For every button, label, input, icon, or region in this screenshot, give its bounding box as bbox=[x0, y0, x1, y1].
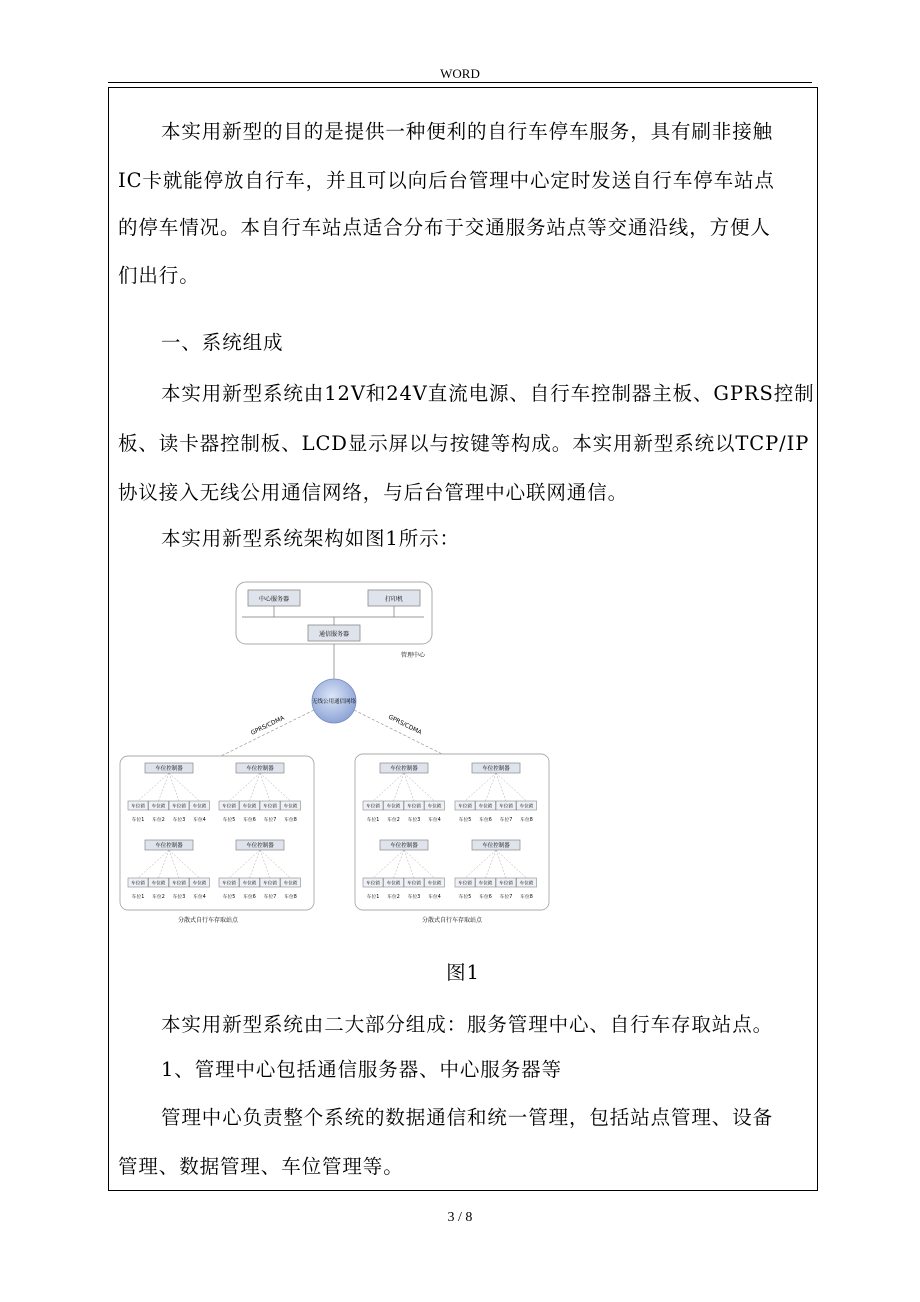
slot-label: 车位1 bbox=[366, 895, 380, 900]
lock-label: 车位锁 bbox=[131, 804, 145, 810]
lock-label: 车位锁 bbox=[499, 881, 513, 887]
link-left-label: GPRS/CDMA bbox=[249, 714, 286, 737]
slot-label: 车位8 bbox=[520, 818, 533, 823]
slot-label: 车位7 bbox=[263, 818, 277, 823]
lock-label: 车位锁 bbox=[192, 881, 207, 887]
lock-label: 车位锁 bbox=[366, 804, 380, 810]
lock-label: 车位锁 bbox=[427, 881, 442, 887]
mgmt-line-1: 管理中心负责整个系统的数据通信和统一管理，包括站点管理、设备 bbox=[161, 1106, 774, 1129]
lock-label: 车位锁 bbox=[263, 881, 277, 887]
lock-label: 车位锁 bbox=[386, 881, 401, 887]
lock-label: 车位锁 bbox=[172, 881, 186, 887]
architecture-diagram bbox=[118, 575, 558, 935]
slot-label: 车位5 bbox=[458, 818, 472, 823]
intro-line-2: IC卡就能停放自行车，并且可以向后台管理中心定时发送自行车停车站点 bbox=[118, 169, 775, 192]
slot-label: 车位4 bbox=[428, 895, 441, 900]
controller-label: 车位控制器 bbox=[482, 766, 510, 773]
slot-label: 车位2 bbox=[387, 895, 400, 900]
comm-server-label: 通信服务器 bbox=[318, 631, 350, 638]
controller-label: 车位控制器 bbox=[246, 766, 274, 773]
intro-line-4: 们出行。 bbox=[118, 264, 200, 287]
intro-line-1: 本实用新型的目的是提供一种便利的自行车停车服务，具有刷非接触 bbox=[161, 120, 774, 143]
slot-label: 车位6 bbox=[243, 818, 256, 823]
lock-label: 车位锁 bbox=[386, 804, 401, 810]
slot-label: 车位5 bbox=[458, 895, 472, 900]
lock-label: 车位锁 bbox=[283, 881, 298, 887]
center-server-label: 中心服务器 bbox=[258, 596, 290, 603]
slot-label: 车位3 bbox=[172, 818, 186, 823]
slot-label: 车位3 bbox=[407, 818, 421, 823]
slot-label: 车位3 bbox=[407, 895, 421, 900]
lock-label: 车位锁 bbox=[519, 804, 534, 810]
lock-label: 车位锁 bbox=[407, 804, 421, 810]
arch-intro: 本实用新型系统架构如图1所示： bbox=[161, 527, 460, 550]
two-parts-line: 本实用新型系统由二大部分组成：服务管理中心、自行车存取站点。 bbox=[161, 1013, 774, 1036]
composition-line-2: 板、读卡器控制板、LCD显示屏以与按键等构成。本实用新型系统以TCP/IP bbox=[118, 432, 810, 455]
printer-label: 打印机 bbox=[384, 596, 404, 603]
slot-label: 车位1 bbox=[131, 818, 145, 823]
slot-label: 车位6 bbox=[479, 818, 492, 823]
page-number: 3 / 8 bbox=[447, 1210, 473, 1225]
page-header: WORD bbox=[440, 66, 480, 81]
lock-label: 车位锁 bbox=[499, 804, 513, 810]
lock-label: 车位锁 bbox=[407, 881, 421, 887]
lock-label: 车位锁 bbox=[151, 804, 166, 810]
controller-label: 车位控制器 bbox=[246, 843, 274, 850]
slot-label: 车位5 bbox=[222, 818, 236, 823]
slot-label: 车位4 bbox=[193, 818, 206, 823]
figure-caption: 图1 bbox=[446, 961, 480, 984]
composition-line-3: 协议接入无线公用通信网络，与后台管理中心联网通信。 bbox=[118, 481, 629, 504]
controller-label: 车位控制器 bbox=[155, 843, 183, 850]
slot-label: 车位4 bbox=[193, 895, 206, 900]
slot-label: 车位6 bbox=[243, 895, 256, 900]
slot-label: 车位6 bbox=[479, 895, 492, 900]
lock-label: 车位锁 bbox=[519, 881, 534, 887]
slot-label: 车位8 bbox=[520, 895, 533, 900]
lock-label: 车位锁 bbox=[192, 804, 207, 810]
slot-label: 车位8 bbox=[284, 818, 297, 823]
slot-label: 车位8 bbox=[284, 895, 297, 900]
network-label: 无线公用通信网络 bbox=[311, 699, 357, 705]
mgmt-line-2: 管理、数据管理、车位管理等。 bbox=[118, 1155, 404, 1178]
lock-label: 车位锁 bbox=[131, 881, 145, 887]
station-left-label: 分散式自行车存取站点 bbox=[177, 917, 239, 924]
lock-label: 车位锁 bbox=[283, 804, 298, 810]
slot-label: 车位3 bbox=[172, 895, 186, 900]
station-right-label: 分散式自行车存取站点 bbox=[421, 917, 483, 924]
mgmt-center-label: 管理中心 bbox=[401, 652, 426, 659]
slot-label: 车位7 bbox=[263, 895, 277, 900]
slot-label: 车位2 bbox=[152, 818, 165, 823]
lock-label: 车位锁 bbox=[151, 881, 166, 887]
item-1-title: 1、管理中心包括通信服务器、中心服务器等 bbox=[161, 1058, 562, 1081]
slot-label: 车位1 bbox=[131, 895, 145, 900]
link-right-label: GPRS/CDMA bbox=[387, 713, 423, 737]
lock-label: 车位锁 bbox=[458, 804, 472, 810]
lock-label: 车位锁 bbox=[172, 804, 186, 810]
slot-label: 车位4 bbox=[428, 818, 441, 823]
header-rule bbox=[108, 82, 812, 83]
slot-label: 车位2 bbox=[387, 818, 400, 823]
lock-label: 车位锁 bbox=[222, 881, 236, 887]
lock-label: 车位锁 bbox=[366, 881, 380, 887]
composition-line-1: 本实用新型系统由12V和24V直流电源、自行车控制器主板、GPRS控制 bbox=[161, 382, 815, 405]
controller-label: 车位控制器 bbox=[390, 766, 418, 773]
slot-label: 车位7 bbox=[499, 895, 513, 900]
lock-label: 车位锁 bbox=[427, 804, 442, 810]
slot-label: 车位7 bbox=[499, 818, 513, 823]
controller-label: 车位控制器 bbox=[390, 843, 418, 850]
controller-label: 车位控制器 bbox=[482, 843, 510, 850]
intro-line-3: 的停车情况。本自行车站点适合分布于交通服务站点等交通沿线，方便人 bbox=[118, 216, 771, 239]
section-title: 一、系统组成 bbox=[161, 331, 284, 354]
lock-label: 车位锁 bbox=[242, 804, 257, 810]
lock-label: 车位锁 bbox=[222, 804, 236, 810]
lock-label: 车位锁 bbox=[478, 881, 493, 887]
lock-label: 车位锁 bbox=[263, 804, 277, 810]
slot-label: 车位2 bbox=[152, 895, 165, 900]
lock-label: 车位锁 bbox=[478, 804, 493, 810]
slot-label: 车位1 bbox=[366, 818, 380, 823]
slot-label: 车位5 bbox=[222, 895, 236, 900]
controller-label: 车位控制器 bbox=[155, 766, 183, 773]
lock-label: 车位锁 bbox=[242, 881, 257, 887]
lock-label: 车位锁 bbox=[458, 881, 472, 887]
